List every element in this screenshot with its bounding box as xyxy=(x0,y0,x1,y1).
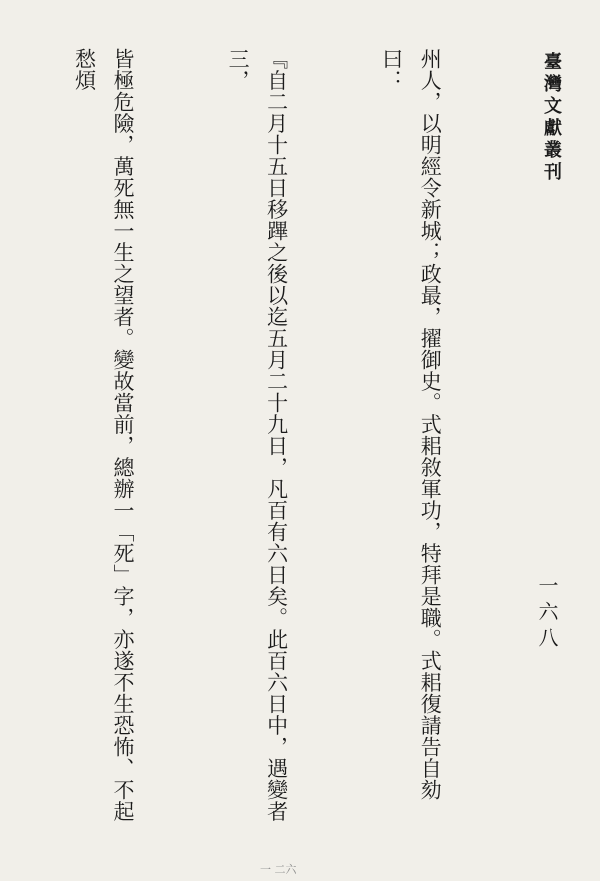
body-text xyxy=(6,48,526,838)
text-line: 『自二月十五日移蹕之後以迄五月二十九日，凡百有六日矣。此百六日中，遇變者三， xyxy=(226,48,289,822)
footer-mark: 一 二六 xyxy=(260,863,297,876)
page-number: 一六八 xyxy=(535,575,559,653)
text-line: 皆極危險，萬死無一生之望者。變故當前，總辦一「死」字，亦遂不生恐怖、不起愁煩 xyxy=(72,48,135,822)
running-header-title: 臺灣文獻叢刊 xyxy=(541,52,562,184)
text-line: 州人，以明經令新城；政最，擢御史。式耜敘軍功，特拜是職。式耜復請告自劾曰： xyxy=(379,48,443,801)
